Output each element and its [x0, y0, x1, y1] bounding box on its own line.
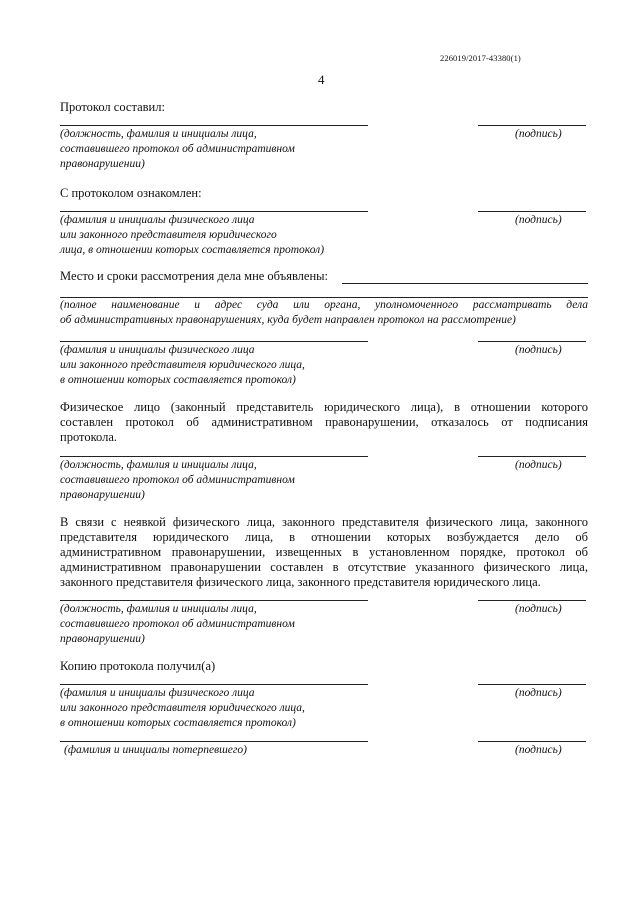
absence-compiler-name-line[interactable] — [60, 600, 368, 601]
acquainted-signature-caption: (подпись) — [515, 214, 562, 226]
compiler-label: Протокол составил: — [60, 100, 165, 114]
document-id: 226019/2017-43380(1) — [440, 53, 521, 63]
hearing-place-label: Место и сроки рассмотрения дела мне объявлены: — [60, 269, 329, 283]
informed-person-name-line[interactable] — [60, 341, 368, 342]
copy-recipient-name-line[interactable] — [60, 684, 368, 685]
copy-recipient-caption: (фамилия и инициалы физического лица или законного представителя юридического лица, в отношении которых составляется протокол) — [60, 687, 305, 729]
acquainted-name-line[interactable] — [60, 211, 368, 212]
compiler-caption: (должность, фамилия и инициалы лица, составившего протокол об административном правонарушении) — [60, 128, 295, 170]
hearing-place-caption: (полное наименование и адрес суда или органа, уполномоченного рассматривать дела об административных правонарушениях, куда будет направлен протокол на рассмотрение) — [60, 299, 588, 326]
victim-signature-caption: (подпись) — [515, 744, 562, 756]
acquainted-label: С протоколом ознакомлен: — [60, 186, 202, 200]
copy-recipient-signature-line[interactable] — [478, 684, 586, 685]
refusal-compiler-caption: (должность, фамилия и инициалы лица, составившего протокол об административном правонарушении) — [60, 459, 295, 501]
compiler-signature-caption: (подпись) — [515, 128, 562, 140]
acquainted-caption: (фамилия и инициалы физического лица или законного представителя юридического лица, в отношении которых составляется протокол) — [60, 214, 325, 256]
copy-recipient-signature-caption: (подпись) — [515, 687, 562, 699]
informed-person-caption: (фамилия и инициалы физического лица или законного представителя юридического лица, в отношении которых составляется протокол) — [60, 344, 305, 386]
victim-name-line[interactable] — [60, 741, 368, 742]
absence-signature-line[interactable] — [478, 600, 586, 601]
acquainted-signature-line[interactable] — [478, 211, 586, 212]
refusal-signature-line[interactable] — [478, 456, 586, 457]
absence-compiler-caption: (должность, фамилия и инициалы лица, составившего протокол об административном правонарушении) — [60, 603, 295, 645]
page-number: 4 — [318, 72, 325, 87]
hearing-place-inline-line[interactable] — [342, 283, 588, 284]
copy-received-label: Копию протокола получил(а) — [60, 659, 216, 673]
informed-person-signature-caption: (подпись) — [515, 344, 562, 356]
compiler-signature-line[interactable] — [478, 125, 586, 126]
absence-signature-caption: (подпись) — [515, 603, 562, 615]
compiler-name-line[interactable] — [60, 125, 368, 126]
refusal-paragraph: Физическое лицо (законный представитель юридического лица), в отношении которого составлен протокол об административном правонарушении, отказалось от подписания протокола. — [60, 400, 588, 444]
absence-paragraph: В связи с неявкой физического лица, законного представителя физического лица, законного представителя юридического лица, в отношении которых возбуждается дело об административном правонарушении, извещенных в установленном порядке, протокол об административном правонарушении составлен в отсутствие указанного физического лица, законного представителя физического лица, законного представителя юридического лица. — [60, 515, 588, 589]
refusal-signature-caption: (подпись) — [515, 459, 562, 471]
informed-person-signature-line[interactable] — [478, 341, 586, 342]
refusal-compiler-name-line[interactable] — [60, 456, 368, 457]
victim-caption: (фамилия и инициалы потерпевшего) — [64, 744, 247, 756]
victim-signature-line[interactable] — [478, 741, 586, 742]
